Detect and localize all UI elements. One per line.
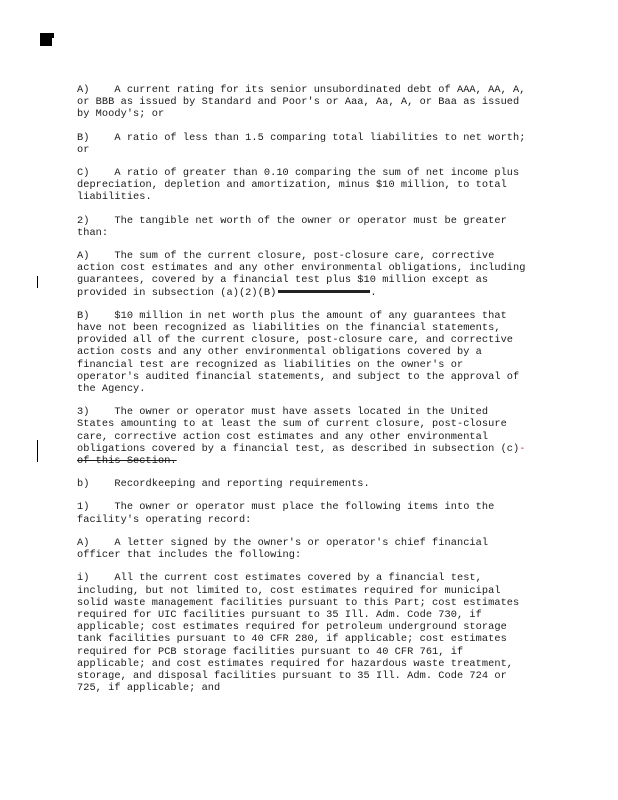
paragraph-1-owner [77, 501, 547, 525]
text-line: 1) The owner or operator must place the following items into the [77, 501, 495, 514]
text-line: financial test are recognized as liabilities on the owner's or [77, 358, 464, 371]
text-line: required for UIC facilities pursuant to 35 Ill. Adm. Code 730, if [77, 608, 482, 621]
text-line: or [77, 143, 90, 156]
text-fragment: obligations covered by a financial test, as described in subsection (c) [77, 442, 520, 455]
text-line: depreciation, depletion and amortization, minus $10 million, to total [77, 179, 507, 192]
text-line: including, but not limited to, cost estimates required for municipal [77, 584, 501, 597]
paragraph-a-sum [77, 250, 547, 299]
text-fragment: provided in subsection (a)(2)(B) [77, 286, 277, 299]
text-line: States amounting to at least the sum of current closure, post-closure [77, 418, 507, 431]
text-line: storage, and disposal facilities pursuant to 35 Ill. Adm. Code 724 or [77, 669, 507, 682]
text-line: B) $10 million in net worth plus the amount of any guarantees that [77, 309, 507, 322]
scan-corner-mark [40, 33, 52, 46]
trailing-period: . [370, 286, 377, 299]
paragraph-a-letter [77, 537, 547, 561]
revision-bar [37, 440, 38, 462]
text-line: than: [77, 226, 109, 239]
text-line: applicable; and cost estimates required for hazardous waste treatment, [77, 657, 514, 670]
paragraph-i-costs [77, 572, 547, 694]
text-line: b) Recordkeeping and reporting requirements. [77, 478, 370, 491]
text-line: A) A current rating for its senior unsubordinated debt of AAA, AA, A, [77, 84, 526, 96]
text-line: A) The sum of the current closure, post-closure care, corrective [77, 250, 495, 263]
text-line: action cost estimates and any other environmental obligations, including [77, 262, 526, 275]
paragraph-a-rating [77, 84, 547, 121]
text-line: C) A ratio of greater than 0.10 comparing the sum of net income plus [77, 167, 520, 180]
document-body [77, 84, 547, 705]
text-line: B) A ratio of less than 1.5 comparing total liabilities to net worth; [77, 131, 526, 144]
paragraph-b-recordkeeping [77, 478, 547, 490]
text-line: A) A letter signed by the owner's or operator's chief financial [77, 536, 489, 549]
redaction-mark [278, 290, 370, 293]
text-line: care, corrective action cost estimates and any other environmental [77, 430, 489, 443]
text-line: by Moody's; or [77, 108, 165, 121]
text-line: action costs and any other environmental obligations covered by a [77, 346, 482, 359]
text-line: 3) The owner or operator must have assets located in the United [77, 406, 489, 419]
paragraph-b-10million [77, 310, 547, 395]
text-line: applicable; cost estimates required for petroleum underground storage [77, 621, 507, 634]
paragraph-b-ratio [77, 132, 547, 156]
text-line: 725, if applicable; and [77, 682, 221, 695]
text-line: provided all of the current closure, post-closure care, and corrective [77, 334, 514, 347]
text-line: i) All the current cost estimates covered by a financial test, [77, 572, 482, 585]
paragraph-3-assets [77, 406, 547, 467]
text-line: facility's operating record: [77, 513, 252, 526]
text-line: operator's audited financial statements, and subject to the approval of [77, 370, 520, 383]
paragraph-2-tangible [77, 215, 547, 239]
text-line: solid waste management facilities pursuant to this Part; cost estimates [77, 596, 520, 609]
text-line: have not been recognized as liabilities on the financial statements, [77, 322, 501, 335]
paragraph-c-ratio [77, 167, 547, 204]
text-line: liabilities. [77, 191, 152, 204]
text-line: tank facilities pursuant to 40 CFR 280, if applicable; cost estimates [77, 633, 507, 646]
revision-bar [37, 276, 38, 288]
text-line-with-revision [77, 443, 547, 455]
text-line: the Agency. [77, 383, 146, 396]
text-line-with-redaction [77, 287, 547, 299]
text-line: or BBB as issued by Standard and Poor's or Aaa, Aa, A, or Baa as issued [77, 96, 520, 109]
red-deletion-dash: - [519, 442, 526, 455]
text-line: 2) The tangible net worth of the owner or operator must be greater [77, 214, 507, 227]
struck-text-line: of this Section. [77, 455, 177, 468]
text-line: required for PCB storage facilities pursuant to 40 CFR 761, if [77, 645, 464, 658]
text-line: guarantees, covered by a financial test plus $10 million except as [77, 274, 489, 287]
text-line: officer that includes the following: [77, 549, 302, 562]
